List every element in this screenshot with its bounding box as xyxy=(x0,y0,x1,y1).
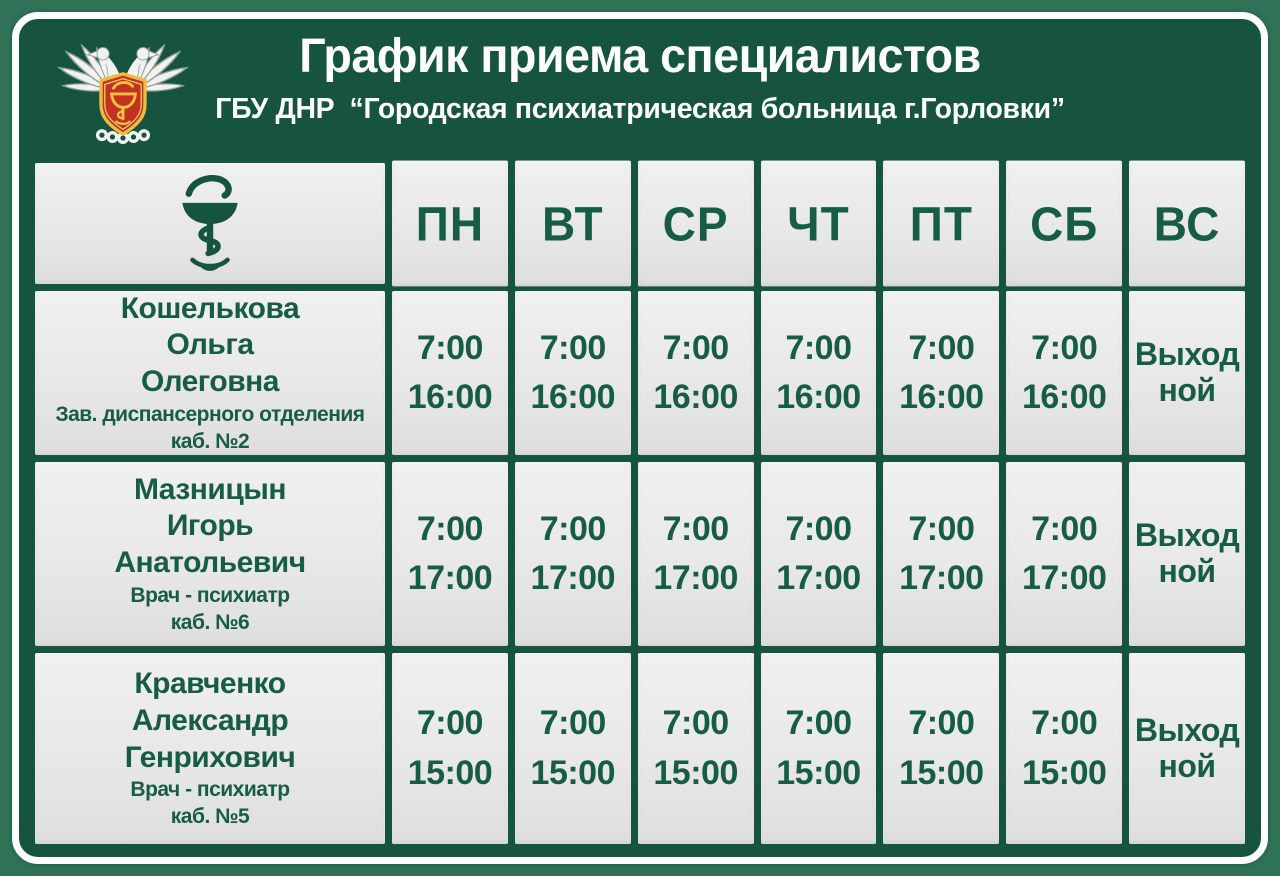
time-end: 15:00 xyxy=(407,753,493,792)
time-end: 16:00 xyxy=(530,378,615,416)
time-end: 16:00 xyxy=(407,378,493,416)
day-off-line: Выход xyxy=(1134,711,1240,748)
time-start: 7:00 xyxy=(908,704,975,743)
time-start: 7:00 xyxy=(785,509,852,548)
specialist-info-row1 xyxy=(35,291,385,455)
schedule-cell-r3-sr xyxy=(638,653,754,844)
time-start: 7:00 xyxy=(539,328,606,367)
page-subtitle: ГБУ ДНР “Городская психиатрическая больница г.Горловки” xyxy=(215,93,1065,126)
name-line: Генрихович xyxy=(124,740,296,774)
time-start: 7:00 xyxy=(416,328,483,367)
day-header-vt: ВТ xyxy=(515,161,631,287)
schedule-cell-r2-vs xyxy=(1129,462,1245,646)
schedule-cell-r3-pt xyxy=(883,653,999,844)
time-end: 17:00 xyxy=(530,559,615,597)
time-start: 7:00 xyxy=(539,509,606,548)
time-end: 16:00 xyxy=(1021,378,1107,416)
corner-cell xyxy=(35,163,385,284)
day-header-sr: СР xyxy=(638,161,754,287)
schedule-cell-r2-sr xyxy=(638,462,754,646)
time-start: 7:00 xyxy=(1031,328,1098,367)
specialist-cabinet: каб. №2 xyxy=(170,429,250,453)
day-header-pn: ПН xyxy=(392,161,508,287)
schedule-cell-r2-pn xyxy=(392,462,508,646)
specialist-cabinet: каб. №6 xyxy=(170,610,250,634)
day-off-line: Выход xyxy=(1134,336,1240,373)
name-line: Игорь xyxy=(166,509,254,543)
specialist-cabinet: каб. №5 xyxy=(170,805,250,829)
schedule-cell-r3-cht xyxy=(761,653,877,844)
specialist-info-row2 xyxy=(35,462,385,646)
specialist-role: Врач - психиатр xyxy=(130,778,290,802)
time-end: 15:00 xyxy=(776,753,861,792)
time-end: 17:00 xyxy=(776,559,861,597)
name-line: Кошелькова xyxy=(120,291,300,325)
time-start: 7:00 xyxy=(908,509,975,548)
time-start: 7:00 xyxy=(662,328,729,367)
name-line: Анатольевич xyxy=(114,546,306,580)
time-end: 17:00 xyxy=(653,559,738,597)
time-start: 7:00 xyxy=(539,704,606,743)
bowl-of-hygieia-icon xyxy=(164,172,256,276)
time-end: 15:00 xyxy=(1021,753,1107,792)
day-off-line: ной xyxy=(1158,553,1216,589)
schedule-table xyxy=(35,163,1245,844)
schedule-cell-r3-vt xyxy=(515,653,631,844)
time-end: 17:00 xyxy=(407,559,493,597)
time-end: 16:00 xyxy=(653,378,738,416)
name-line: Кравченко xyxy=(134,667,286,701)
time-end: 15:00 xyxy=(653,753,738,792)
name-line: Александр xyxy=(131,703,289,737)
schedule-cell-r1-cht xyxy=(761,291,877,455)
specialist-role: Зав. диспансерного отделения xyxy=(55,402,365,426)
time-start: 7:00 xyxy=(785,328,852,367)
day-off-line: ной xyxy=(1158,747,1216,784)
schedule-cell-r3-pn xyxy=(392,653,508,844)
day-header-vs: ВС xyxy=(1129,161,1245,287)
schedule-cell-r1-vt xyxy=(515,291,631,455)
name-line: Олеговна xyxy=(141,365,279,399)
name-line: Ольга xyxy=(166,328,254,362)
page-title: График приема специалистов xyxy=(299,30,981,83)
schedule-cell-r2-cht xyxy=(761,462,877,646)
time-end: 17:00 xyxy=(899,559,984,597)
schedule-cell-r3-vs xyxy=(1129,653,1245,844)
schedule-cell-r1-sr xyxy=(638,291,754,455)
time-start: 7:00 xyxy=(662,509,729,548)
time-end: 15:00 xyxy=(899,753,984,792)
schedule-cell-r1-vs xyxy=(1129,291,1245,455)
time-start: 7:00 xyxy=(416,509,483,548)
time-start: 7:00 xyxy=(662,704,729,743)
specialist-info-row3 xyxy=(35,653,385,844)
name-line: Мазницын xyxy=(133,472,287,506)
specialist-role: Врач - психиатр xyxy=(130,583,290,607)
day-off-line: Выход xyxy=(1134,517,1240,554)
schedule-cell-r2-sb xyxy=(1006,462,1122,646)
board-header xyxy=(0,32,1280,126)
time-end: 17:00 xyxy=(1021,559,1107,597)
schedule-cell-r1-pt xyxy=(883,291,999,455)
schedule-cell-r2-pt xyxy=(883,462,999,646)
day-header-cht: ЧТ xyxy=(761,161,877,287)
time-start: 7:00 xyxy=(908,328,975,367)
day-header-sb: СБ xyxy=(1006,161,1122,287)
schedule-cell-r3-sb xyxy=(1006,653,1122,844)
day-off-line: ной xyxy=(1158,372,1216,408)
time-end: 16:00 xyxy=(899,378,984,416)
time-start: 7:00 xyxy=(1031,509,1098,548)
schedule-cell-r2-vt xyxy=(515,462,631,646)
schedule-cell-r1-sb xyxy=(1006,291,1122,455)
time-start: 7:00 xyxy=(416,704,483,743)
day-header-pt: ПТ xyxy=(883,161,999,287)
time-end: 15:00 xyxy=(530,753,615,792)
time-start: 7:00 xyxy=(1031,704,1098,743)
time-end: 16:00 xyxy=(776,378,861,416)
time-start: 7:00 xyxy=(785,704,852,743)
schedule-cell-r1-pn xyxy=(392,291,508,455)
